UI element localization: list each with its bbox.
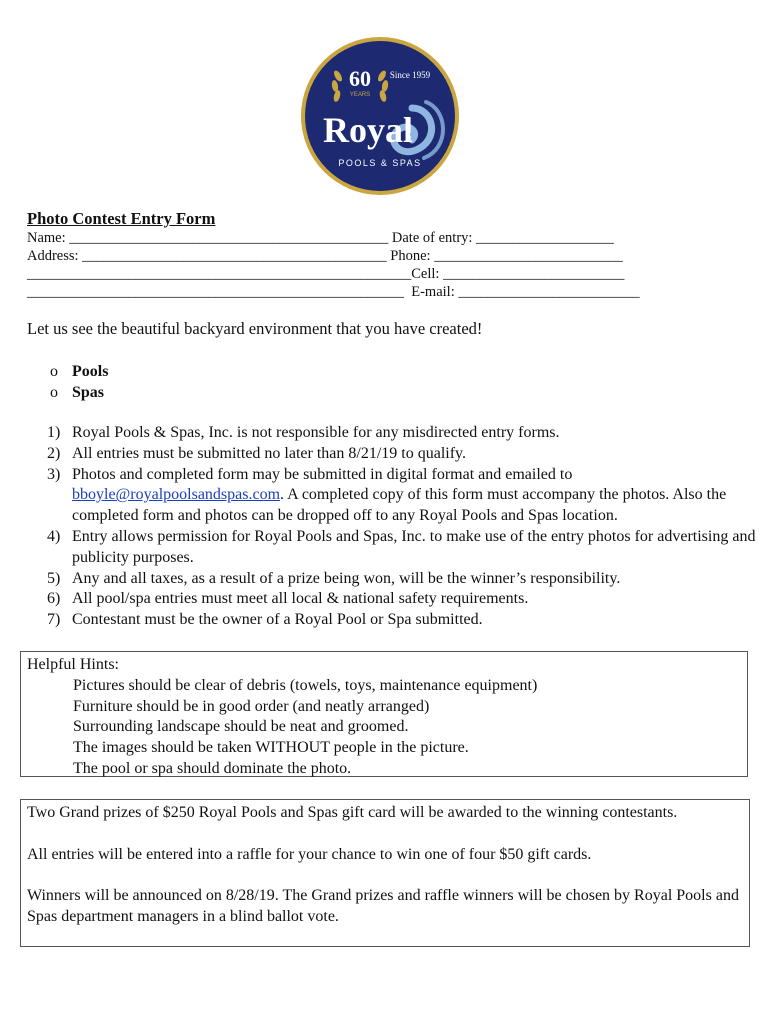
form-row-cell: _____________________________________________________Cell: _________________________ — [27, 266, 625, 282]
rule-item: 4) Entry allows permission for Royal Pools and Spas, Inc. to make use of the entry photos for advertising and publicity purposes. — [47, 527, 756, 566]
rule-item: 2) All entries must be submitted no later than 8/21/19 to qualify. — [47, 444, 467, 462]
rule-item: 5) Any and all taxes, as a result of a prize being won, will be the winner’s responsibility. — [47, 569, 621, 587]
form-title: Photo Contest Entry Form — [27, 209, 216, 228]
rule-item: 3) Photos and completed form may be submitted in digital format and emailed to bboyle@royalpoolsandspas.com. A completed copy of this form must accompany the photos. Also the completed form and photos can be dropped off to any Royal Pools and Spas location. — [47, 465, 727, 525]
brand-tagline: POOLS & SPAS — [338, 158, 422, 168]
rule-item: 6) All pool/spa entries must meet all local & national safety requirements. — [47, 590, 529, 608]
form-row-address-phone: Address: __________________________________________ Phone: __________________________ — [27, 248, 623, 264]
option-bullet: o — [50, 384, 58, 401]
form-row-email: ____________________________________________________ E-mail: _________________________ — [27, 284, 640, 300]
royal-pools-logo — [300, 36, 460, 196]
rule-item: 1) Royal Pools & Spas, Inc. is not responsible for any misdirected entry forms. — [47, 424, 560, 441]
option-bullet: o — [50, 363, 58, 380]
email-link[interactable]: bboyle@royalpoolsandspas.com — [72, 486, 281, 504]
option-label: Spas — [72, 384, 105, 401]
badge-text: YEARS — [349, 92, 371, 98]
hint-item: Surrounding landscape should be neat and groomed. — [73, 718, 409, 736]
hints-heading: Helpful Hints: — [27, 656, 119, 673]
form-row-name-date: Name: ____________________________________________ Date of entry: ___________________ — [27, 230, 614, 246]
helpful-hints-box — [20, 651, 748, 777]
prizes-box — [20, 799, 750, 947]
since-text: Since 1959 — [389, 70, 431, 80]
brand-name: Royal — [323, 110, 413, 150]
hint-item: The pool or spa should dominate the photo. — [73, 759, 352, 777]
hint-item: Furniture should be in good order (and neatly arranged) — [73, 697, 430, 715]
rule-item: 7) Contestant must be the owner of a Royal Pool or Spa submitted. — [47, 611, 483, 629]
option-spas[interactable] — [50, 382, 108, 403]
option-pools[interactable] — [50, 361, 108, 382]
prize-announcement: Winners will be announced on 8/28/19. The Grand prizes and raffle winners will be chosen by Royal Pools and Spas department managers in a blind ballot vote. — [27, 887, 739, 925]
option-label: Pools — [72, 363, 109, 380]
badge-number: 60 — [349, 66, 371, 91]
option-list — [50, 361, 108, 403]
hint-item: The images should be taken WITHOUT people in the picture. — [73, 739, 469, 757]
prize-raffle: All entries will be entered into a raffle for your chance to win one of four $50 gift cards. — [27, 845, 592, 863]
prize-grand: Two Grand prizes of $250 Royal Pools and Spas gift card will be awarded to the winning contestants. — [27, 804, 678, 821]
rules-list — [47, 423, 757, 631]
hint-item: Pictures should be clear of debris (towels, toys, maintenance equipment) — [73, 676, 538, 694]
intro-text: Let us see the beautiful backyard environment that you have created! — [27, 319, 483, 338]
